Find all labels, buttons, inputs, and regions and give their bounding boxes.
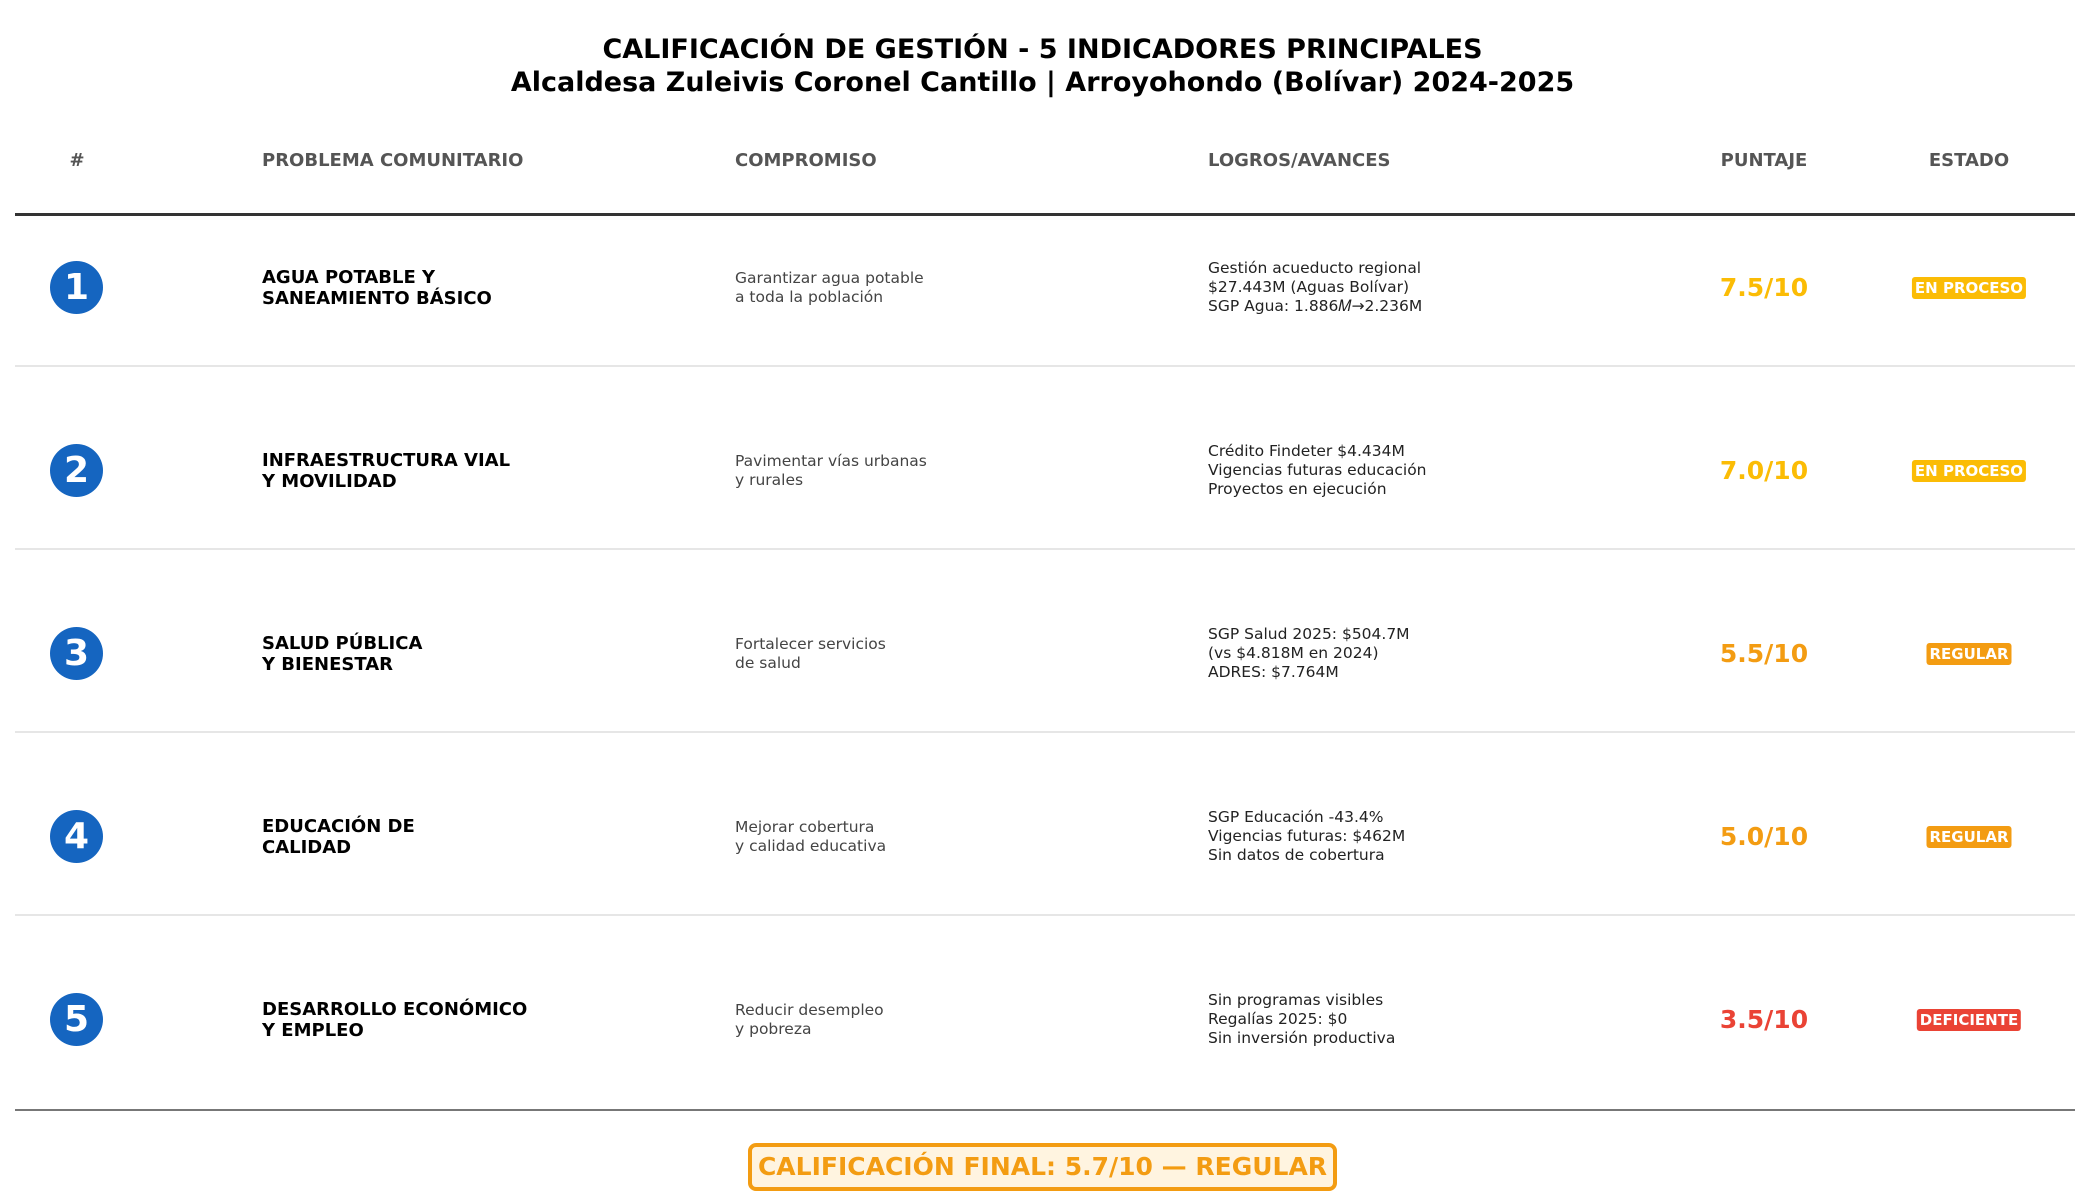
row-commitment-line: Mejorar cobertura xyxy=(735,817,875,836)
row-achievement-line: ADRES: $7.764M xyxy=(1208,663,1339,681)
row-commitment xyxy=(735,928,884,1111)
table-row xyxy=(0,379,2085,562)
header-num: # xyxy=(69,150,85,171)
row-commitment-line: de salud xyxy=(735,653,801,672)
row-number-badge: 1 xyxy=(50,261,103,314)
row-problem-line: DESARROLLO ECONÓMICO xyxy=(262,998,528,1020)
table-bottom-divider xyxy=(15,1109,2075,1111)
row-achievement-line: (vs $4.818M en 2024) xyxy=(1208,644,1379,662)
row-problem xyxy=(262,562,422,745)
row-achievement-line: $27.443M (Aguas Bolívar) xyxy=(1208,278,1410,296)
row-divider xyxy=(15,365,2075,367)
header-commitment: COMPROMISO xyxy=(735,150,877,171)
page-title: CALIFICACIÓN DE GESTIÓN - 5 INDICADORES PRINCIPALES xyxy=(602,34,1483,65)
row-problem xyxy=(262,379,510,562)
row-number-badge: 5 xyxy=(50,993,103,1046)
row-achievement-line: Sin inversión productiva xyxy=(1208,1029,1396,1047)
row-achievement-line: Proyectos en ejecución xyxy=(1208,480,1387,498)
row-score: 5.5/10 xyxy=(1719,639,1809,668)
row-achievements xyxy=(1208,928,1395,1111)
row-problem-line: SANEAMIENTO BÁSICO xyxy=(262,287,492,309)
row-achievement-line: SGP Salud 2025: $504.7M xyxy=(1208,625,1410,643)
row-number-badge: 3 xyxy=(50,627,103,680)
row-number-badge: 4 xyxy=(50,810,103,863)
table-row xyxy=(0,196,2085,379)
row-status-cell xyxy=(1926,745,2011,928)
row-problem xyxy=(262,745,415,928)
row-status-cell xyxy=(1912,196,2026,379)
final-score-box: CALIFICACIÓN FINAL: 5.7/10 — REGULAR xyxy=(748,1143,1337,1191)
row-achievement-line: SGP Agua: 1.886𝑀→2.236M xyxy=(1208,297,1423,315)
row-score: 5.0/10 xyxy=(1719,822,1809,851)
row-problem-line: Y BIENESTAR xyxy=(262,653,394,675)
row-commitment-line: Fortalecer servicios xyxy=(735,634,886,653)
row-achievements xyxy=(1208,745,1405,928)
row-problem-line: INFRAESTRUCTURA VIAL xyxy=(262,449,511,471)
row-status-cell xyxy=(1912,379,2026,562)
row-problem-line: Y MOVILIDAD xyxy=(262,470,397,492)
row-achievement-line: Sin programas visibles xyxy=(1208,991,1384,1009)
row-problem-line: AGUA POTABLE Y xyxy=(262,266,436,288)
table-row xyxy=(0,745,2085,928)
table-row xyxy=(0,928,2085,1111)
row-commitment xyxy=(735,745,886,928)
row-number-badge: 2 xyxy=(50,444,103,497)
row-commitment xyxy=(735,379,927,562)
row-achievements xyxy=(1208,196,1422,379)
row-problem-line: SALUD PÚBLICA xyxy=(262,632,423,654)
row-commitment-line: a toda la población xyxy=(735,287,884,306)
row-commitment-line: y rurales xyxy=(735,470,804,489)
row-achievement-line: Vigencias futuras educación xyxy=(1208,461,1427,479)
row-status-cell xyxy=(1917,928,2021,1111)
row-commitment-line: Garantizar agua potable xyxy=(735,268,924,287)
header-problem: PROBLEMA COMUNITARIO xyxy=(262,150,524,171)
row-commitment xyxy=(735,196,924,379)
row-problem-line: EDUCACIÓN DE xyxy=(262,815,415,837)
row-problem-line: CALIDAD xyxy=(262,836,352,858)
row-score: 7.5/10 xyxy=(1719,273,1809,302)
status-badge: EN PROCESO xyxy=(1912,277,2026,299)
row-achievement-line: Vigencias futuras: $462M xyxy=(1208,827,1406,845)
row-commitment-line: Reducir desempleo xyxy=(735,1000,884,1019)
row-achievements xyxy=(1208,379,1427,562)
table-row xyxy=(0,562,2085,745)
row-divider xyxy=(15,548,2075,550)
row-commitment-line: Pavimentar vías urbanas xyxy=(735,451,927,470)
row-achievements xyxy=(1208,562,1410,745)
row-problem xyxy=(262,928,527,1111)
row-achievement-line: SGP Educación -43.4% xyxy=(1208,808,1384,826)
final-score-container xyxy=(0,1143,2085,1191)
header-achievements: LOGROS/AVANCES xyxy=(1208,150,1391,171)
row-achievement-line: Sin datos de cobertura xyxy=(1208,846,1385,864)
row-problem xyxy=(262,196,492,379)
row-score: 7.0/10 xyxy=(1719,456,1809,485)
row-divider xyxy=(15,731,2075,733)
status-badge: REGULAR xyxy=(1926,643,2011,665)
row-commitment xyxy=(735,562,886,745)
row-achievement-line: Regalías 2025: $0 xyxy=(1208,1010,1348,1028)
status-badge: DEFICIENTE xyxy=(1917,1009,2021,1031)
row-commitment-line: y calidad educativa xyxy=(735,836,887,855)
row-divider xyxy=(15,914,2075,916)
page-subtitle: Alcaldesa Zuleivis Coronel Cantillo | Arroyohondo (Bolívar) 2024-2025 xyxy=(510,67,1575,98)
row-problem-line: Y EMPLEO xyxy=(262,1019,364,1041)
row-achievement-line: Gestión acueducto regional xyxy=(1208,259,1422,277)
header-score: PUNTAJE xyxy=(1720,150,1808,171)
status-badge: EN PROCESO xyxy=(1912,460,2026,482)
row-commitment-line: y pobreza xyxy=(735,1019,812,1038)
header-status: ESTADO xyxy=(1928,150,2010,171)
row-score: 3.5/10 xyxy=(1719,1005,1809,1034)
status-badge: REGULAR xyxy=(1926,826,2011,848)
row-status-cell xyxy=(1926,562,2011,745)
row-achievement-line: Crédito Findeter $4.434M xyxy=(1208,442,1405,460)
